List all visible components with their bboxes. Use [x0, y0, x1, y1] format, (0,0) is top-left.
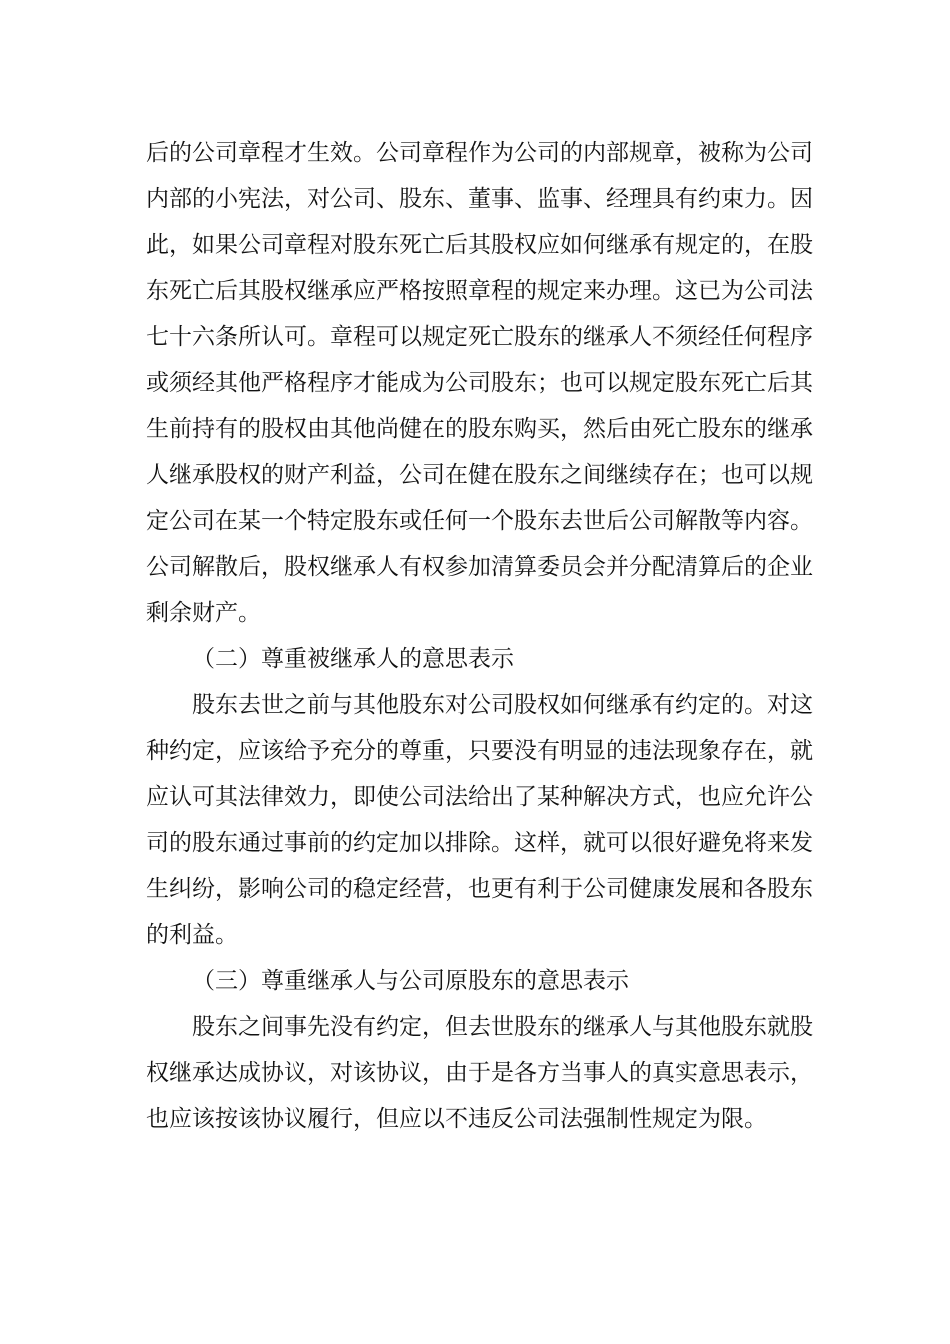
section-2-line-5: 生纠纷，影响公司的稳定经营，也更有利于公司健康发展和各股东: [146, 876, 813, 902]
section-2-line-3: 应认可其法律效力，即使公司法给出了某种解决方式，也应允许公: [146, 784, 813, 810]
paragraph-1-line-11: 剩余财产。: [146, 600, 261, 626]
section-2-line-4: 司的股东通过事前的约定加以排除。这样，就可以很好避免将来发: [146, 830, 813, 856]
section-2-line-6: 的利益。: [146, 922, 238, 948]
section-3-heading: （三）尊重继承人与公司原股东的意思表示: [192, 968, 629, 994]
paragraph-1-line-9: 定公司在某一个特定股东或任何一个股东去世后公司解散等内容。: [146, 508, 813, 534]
section-2-line-2: 种约定，应该给予充分的尊重，只要没有明显的违法现象存在，就: [146, 738, 813, 764]
section-3-line-1: 股东之间事先没有约定，但去世股东的继承人与其他股东就股: [192, 1014, 813, 1040]
section-2-line-1: 股东去世之前与其他股东对公司股权如何继承有约定的。对这: [192, 692, 813, 718]
paragraph-1-line-6: 或须经其他严格程序才能成为公司股东；也可以规定股东死亡后其: [146, 370, 813, 396]
section-3-line-2: 权继承达成协议，对该协议，由于是各方当事人的真实意思表示，: [146, 1060, 813, 1086]
paragraph-1-line-2: 内部的小宪法，对公司、股东、董事、监事、经理具有约束力。因: [146, 186, 813, 212]
section-3-line-3: 也应该按该协议履行，但应以不违反公司法强制性规定为限。: [146, 1106, 767, 1132]
paragraph-1-line-5: 七十六条所认可。章程可以规定死亡股东的继承人不须经任何程序: [146, 324, 813, 350]
paragraph-1-line-1: 后的公司章程才生效。公司章程作为公司的内部规章，被称为公司: [146, 140, 813, 166]
paragraph-1-line-3: 此，如果公司章程对股东死亡后其股权应如何继承有规定的，在股: [146, 232, 813, 258]
paragraph-1-line-7: 生前持有的股权由其他尚健在的股东购买，然后由死亡股东的继承: [146, 416, 813, 442]
paragraph-1-line-4: 东死亡后其股权继承应严格按照章程的规定来办理。这已为公司法: [146, 278, 813, 304]
paragraph-1-line-10: 公司解散后，股权继承人有权参加清算委员会并分配清算后的企业: [146, 554, 813, 580]
paragraph-1-line-8: 人继承股权的财产利益，公司在健在股东之间继续存在；也可以规: [146, 462, 813, 488]
section-2-heading: （二）尊重被继承人的意思表示: [192, 646, 514, 672]
